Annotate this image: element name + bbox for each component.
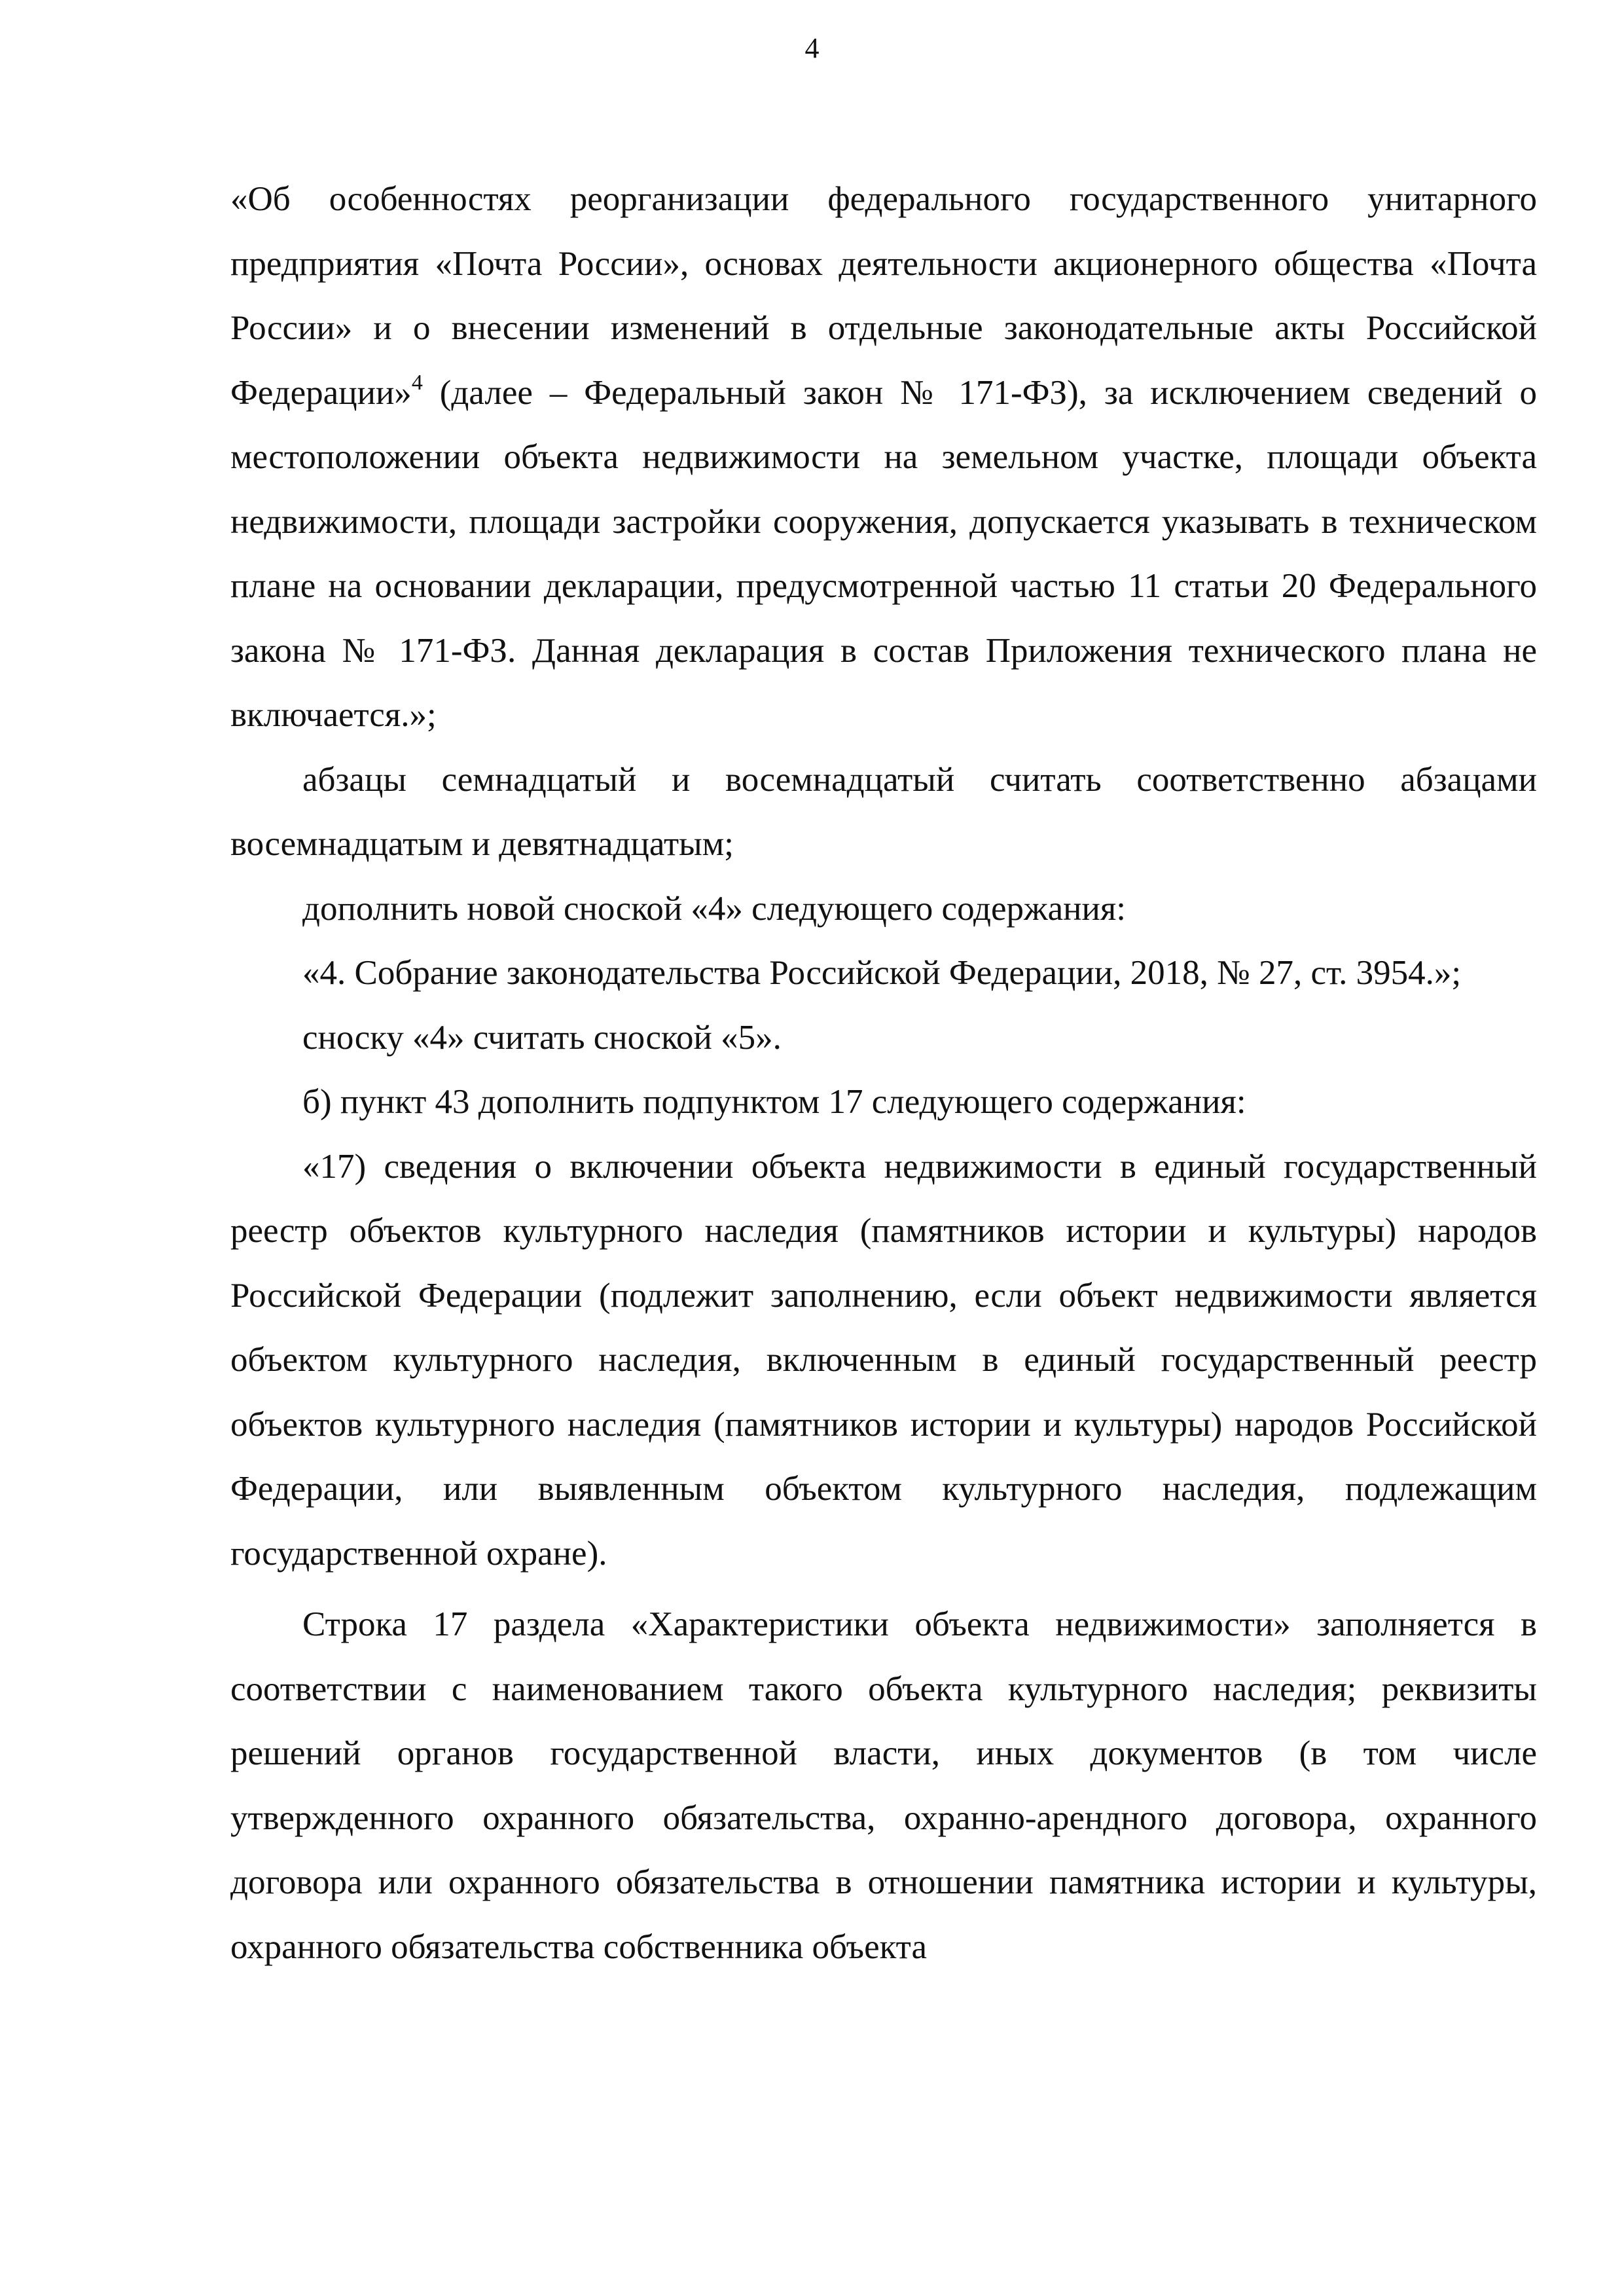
footnote-marker: 4 bbox=[411, 370, 423, 395]
document-body bbox=[230, 167, 1537, 1979]
paragraph-line-17: Строка 17 раздела «Характеристики объекта недвижимости» заполняется в соответствии с наименованием такого объекта культурного наследия; реквизиты решений органов государственной власти, иных документов (в том числе утвержденного охранного обязательства, охранно-арендного договора, охранного договора или охранного обязательства в отношении памятника истории и культуры, охранного обязательства собственника объекта bbox=[230, 1605, 1537, 1966]
paragraph-text: (далее – Федеральный закон № 171-ФЗ), за исключением сведений о местоположении объекта недвижимости на земельном участке, площади объекта недвижимости, площади застройки сооружения, допускается указывать в техническом плане на основании декларации, предусмотренной частью 11 статьи 20 Федерального закона № 171-ФЗ. Данная декларация в состав Приложения технического плана не включается.»; bbox=[230, 373, 1537, 734]
paragraph-renumber-footnote: сноску «4» считать сноской «5». bbox=[302, 1018, 782, 1057]
paragraph-add-footnote: дополнить новой сноской «4» следующего содержания: bbox=[302, 889, 1126, 928]
paragraph-renumber-abzats: абзацы семнадцатый и восемнадцатый считать соответственно абзацами восемнадцатым и девятнадцатым; bbox=[230, 760, 1537, 863]
paragraph-gap bbox=[230, 1586, 1537, 1592]
paragraph-continuation bbox=[230, 167, 1537, 748]
paragraph-text: «Об особенностях реорганизации федерального государственного унитарного предприятия «Почта России», основах деятельности акционерного общества «Почта России» и о внесении изменений в отдельные законодательные акты Российской Федерации» bbox=[230, 180, 1537, 412]
page-number: 4 bbox=[804, 32, 820, 64]
paragraph-subpoint-17: «17) сведения о включении объекта недвижимости в единый государственный реестр объектов культурного наследия (памятников истории и культуры) народов Российской Федерации (подлежит заполнению, если объект недвижимости является объектом культурного наследия, включенным в единый государственный реестр объектов культурного наследия (памятников истории и культуры) народов Российской Федерации, или выявленным объектом культурного наследия, подлежащим государственной охране). bbox=[230, 1147, 1537, 1573]
paragraph-footnote-text: «4. Собрание законодательства Российской Федерации, 2018, № 27, ст. 3954.»; bbox=[302, 954, 1462, 992]
paragraph-point-b: б) пункт 43 дополнить подпунктом 17 следующего содержания: bbox=[302, 1083, 1246, 1121]
